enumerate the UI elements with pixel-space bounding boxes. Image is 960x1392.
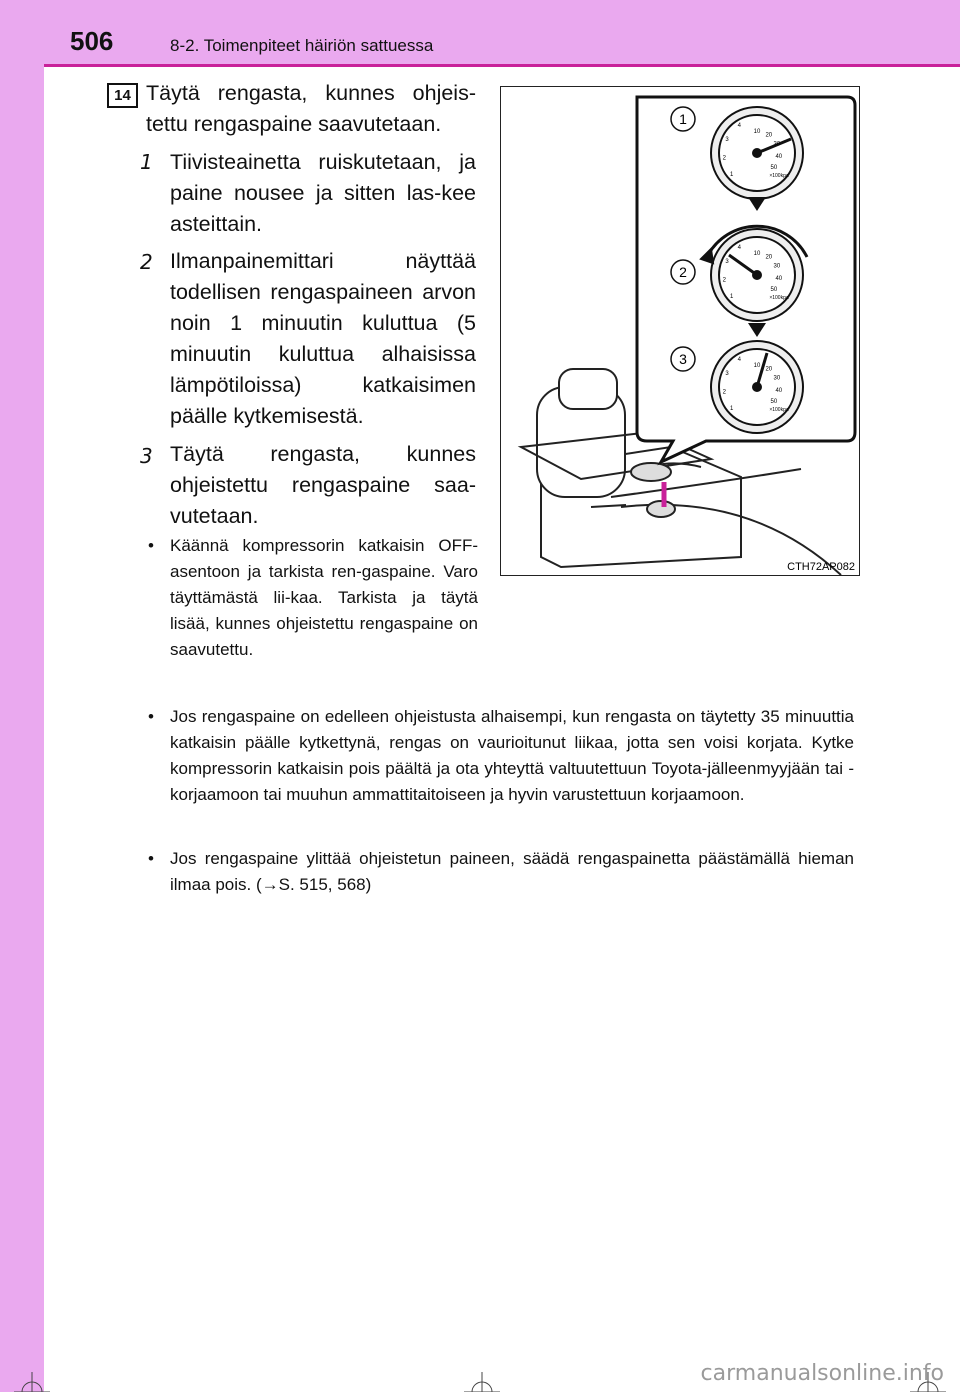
left-color-strip (0, 0, 44, 1392)
substep-number-3: 3 (140, 444, 153, 468)
gauge-tick-label: 20 (765, 366, 773, 373)
gauge-unit-label: ×100kpa (769, 407, 789, 413)
bullet-item (148, 846, 854, 898)
pressure-gauge-1 (711, 107, 803, 199)
bullet-dot: • (148, 707, 154, 726)
gauge-tick-label: 50 (770, 287, 778, 294)
gauge-tick-label: 1 (730, 172, 734, 179)
header-band (0, 0, 960, 64)
gauge-tick-label: 40 (775, 275, 783, 282)
gauge-tick-label: 30 (773, 263, 781, 270)
gauge-tick-label: 2 (722, 155, 726, 162)
substep-text-3: Täytä rengasta, kunnes ohjeistettu rengaspaine saa-vutetaan. (170, 442, 476, 528)
gauge-unit-label: ×100kpa (769, 173, 789, 179)
gauge-tick-label: 50 (770, 399, 778, 406)
callout-1-label: 1 (679, 111, 687, 127)
bullet-item (148, 704, 854, 808)
gauge-tick-label: 30 (773, 141, 781, 148)
gauge-tick-label: 1 (730, 294, 734, 301)
page-number: 506 (70, 26, 114, 56)
watermark: carmanualsonline.info (700, 1361, 944, 1386)
gauge-tick-label: 20 (765, 254, 773, 261)
step-instruction: Täytä rengasta, kunnes ohjeis-tettu rengaspaine saavutetaan. (146, 81, 476, 136)
bullet-item (148, 533, 478, 663)
substep-text-2: Ilmanpainemittari näyttää todellisen rengaspaineen arvon noin 1 minuutin kuluttua (5 minuutin kuluttua alhaisissa lämpötiloissa) katkaisimen päälle kytkemisestä. (170, 249, 476, 428)
gauge-tick-label: 4 (737, 123, 741, 130)
substep-number-1: 1 (140, 150, 153, 174)
bullet-text: Käännä kompressorin katkaisin OFF-asentoon ja tarkista ren-gaspaine. Varo täyttämästä lii-kaa. Tarkista ja täytä lisää, kunnes ohjeistettu rengaspaine on saavutettu. (170, 536, 478, 659)
gauge-tick-label: 1 (730, 406, 734, 413)
header-rule (44, 64, 960, 67)
compressor-gauge-illustration (500, 86, 860, 576)
bullet-text: Jos rengaspaine on edelleen ohjeistusta alhaisempi, kun rengasta on täytetty 35 minuuttia katkaisin päälle kytkettynä, rengas on vaurioitunut liikaa, jotta sen voisi korjata. Kytke kompressorin katkaisin pois päältä ja ota yhteyttä valtuutettuun Toyota-jälleenmyyjään tai -korjaamoon tai muuhun ammattitaitoiseen ja hyvin varustettuun korjaamoon. (170, 707, 854, 804)
gauge-tick-label: 3 (725, 371, 729, 378)
gauge-tick-label: 10 (753, 251, 761, 257)
bullet-dot: • (148, 849, 154, 868)
gauge-tick-label: 50 (770, 165, 778, 172)
substep-number-2: 2 (140, 250, 153, 274)
substep-text-1: Tiivisteainetta ruiskutetaan, ja paine nousee ja sitten las-kee asteittain. (170, 150, 476, 236)
gauge-tick-label: 2 (722, 277, 726, 284)
gauge-tick-label: 40 (775, 387, 783, 394)
step-number-badge: 14 (107, 83, 138, 108)
figure-code: CTH72AP082 (787, 561, 855, 573)
callout-3-label: 3 (679, 351, 687, 367)
gauge-tick-label: 2 (722, 389, 726, 396)
gauge-unit-label: ×100kpa (769, 295, 789, 301)
gauge-tick-label: 4 (737, 357, 741, 364)
bullet-text: Jos rengaspaine ylittää ohjeistetun paineen, säädä rengaspainetta päästämällä hieman ilmaa pois. (→S. 515, 568) (170, 849, 854, 894)
bullet-dot: • (148, 536, 154, 555)
gauge-tick-label: 20 (765, 132, 773, 139)
section-title: 8-2. Toimenpiteet häiriön sattuessa (170, 36, 434, 55)
gauge-tick-label: 4 (737, 245, 741, 252)
gauge-tick-label: 30 (773, 375, 781, 382)
gauge-tick-label: 3 (725, 137, 729, 144)
pressure-gauge-3 (711, 341, 803, 433)
gauge-tick-label: 3 (725, 259, 729, 266)
crop-mark-icon (14, 1370, 54, 1392)
crop-mark-icon (462, 1370, 502, 1392)
gauge-tick-label: 10 (753, 129, 761, 135)
callout-2-label: 2 (679, 264, 687, 280)
gauge-tick-label: 10 (753, 363, 761, 369)
gauge-tick-label: 40 (775, 153, 783, 160)
